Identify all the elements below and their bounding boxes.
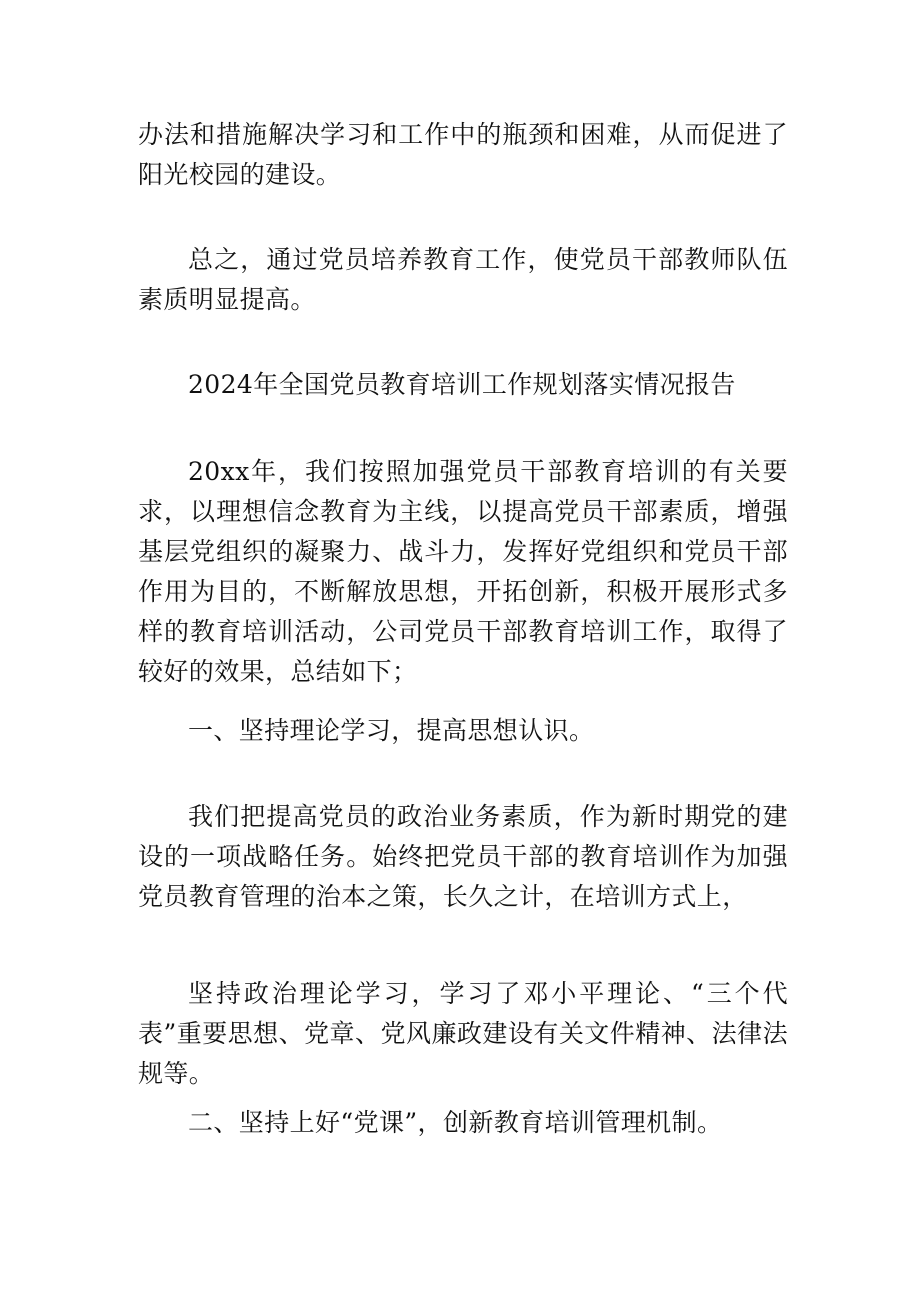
report-title: 2024年全国党员教育培训工作规划落实情况报告 bbox=[188, 370, 736, 399]
section-heading-2: 二、坚持上好“党课”，创新教育培训管理机制。 bbox=[188, 1108, 723, 1137]
paragraph-section-1-detail: 坚持政治理论学习，学习了邓小平理论、“三个代表”重要思想、党章、党风廉政建设有关文件精神、法律法规等。 bbox=[138, 979, 788, 1088]
paragraph-section-1-body: 我们把提高党员的政治业务素质，作为新时期党的建设的一项战略任务。始终把党员干部的教育培训作为加强党员教育管理的治本之策，长久之计，在培训方式上， bbox=[138, 802, 788, 911]
paragraph-summary: 总之，通过党员培养教育工作，使党员干部教师队伍素质明显提高。 bbox=[138, 245, 788, 314]
paragraph-continuation: 办法和措施解决学习和工作中的瓶颈和困难，从而促进了阳光校园的建设。 bbox=[138, 120, 788, 189]
section-heading-1: 一、坚持理论学习，提高思想认识。 bbox=[188, 716, 595, 745]
paragraph-intro: 20xx年，我们按照加强党员干部教育培训的有关要求，以理想信念教育为主线，以提高党员干部素质，增强基层党组织的凝聚力、战斗力，发挥好党组织和党员干部作用为目的，不断解放思想，开拓创新，积极开展形式多样的教育培训活动，公司党员干部教育培训工作，取得了较好的效果，总结如下； bbox=[138, 457, 788, 686]
